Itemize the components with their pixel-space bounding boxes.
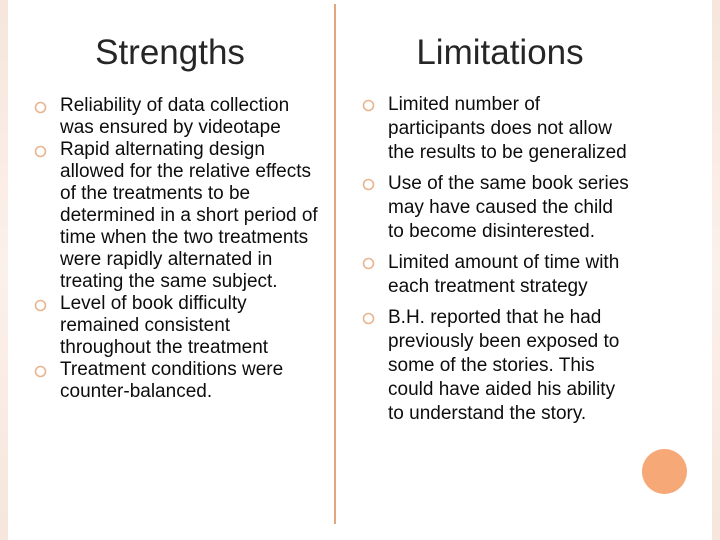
limitation-item-3 xyxy=(362,251,634,299)
limitation-item-2 xyxy=(362,172,634,244)
limitation-item-text: Limited number of participants does not allow the results to be generalized xyxy=(388,94,627,163)
strength-item-text: Level of book difficulty remained consistent throughout the treatment xyxy=(60,293,269,358)
strength-item-3 xyxy=(34,293,324,359)
ring-bullet-icon xyxy=(362,178,375,191)
limitations-list xyxy=(362,93,634,426)
ring-bullet-icon xyxy=(34,145,47,158)
limitation-item-1 xyxy=(362,93,634,165)
ring-bullet-icon xyxy=(362,312,375,325)
limitation-item-text: Use of the same book series may have caused the child to become disinterested. xyxy=(388,173,629,242)
strengths-list xyxy=(34,93,324,403)
strength-item-1 xyxy=(34,95,324,139)
ring-bullet-icon xyxy=(34,101,47,114)
ring-bullet-icon xyxy=(362,257,375,270)
decorative-circle xyxy=(642,449,687,494)
limitations-title: Limitations xyxy=(416,33,584,72)
left-decorative-bar xyxy=(0,0,8,540)
limitation-item-text: Limited amount of time with each treatment strategy xyxy=(388,252,620,297)
strength-item-text: Rapid alternating design allowed for the relative effects of the treatments to be determined in a short period of time when the two treatments were rapidly alternated in treating the same subject. xyxy=(60,139,318,292)
strength-item-text: Reliability of data collection was ensured by videotape xyxy=(60,95,290,138)
column-divider xyxy=(334,4,336,524)
ring-bullet-icon xyxy=(362,99,375,112)
ring-bullet-icon xyxy=(34,299,47,312)
limitation-item-4 xyxy=(362,306,634,426)
right-decorative-bar xyxy=(712,0,720,540)
strength-item-2 xyxy=(34,139,324,293)
ring-bullet-icon xyxy=(34,365,47,378)
limitation-item-text: B.H. reported that he had previously been exposed to some of the stories. This could have aided his ability to understand the story. xyxy=(388,307,620,424)
strengths-title: Strengths xyxy=(95,33,245,72)
strength-item-4 xyxy=(34,359,324,403)
strength-item-text: Treatment conditions were counter-balanced. xyxy=(60,359,284,402)
